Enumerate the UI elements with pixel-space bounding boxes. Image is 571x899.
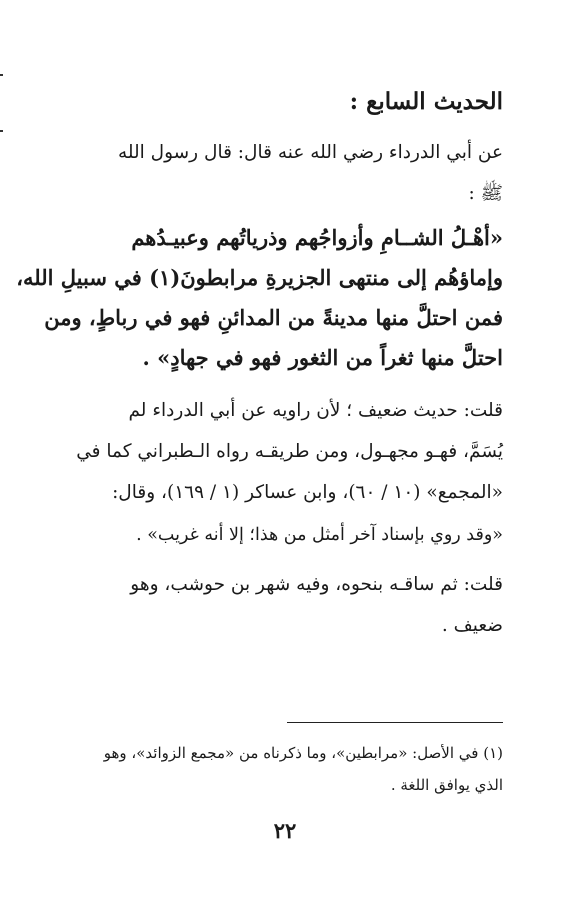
footnote-divider xyxy=(287,722,503,723)
margin-mark xyxy=(0,74,3,76)
text-line: ﷺ : xyxy=(468,183,503,204)
text-line: قلت: ثم ساقـه بنحوه، وفيه شهر بن حوشب، وهو xyxy=(130,574,503,595)
text-line: يُسَمَّ، فهـو مجهـول، ومن طريقـه رواه الـطبراني كما في xyxy=(76,441,503,462)
text-line: فمن احتلَّ منها مدينةً من المدائنِ فهو في رباطٍ، ومن xyxy=(44,305,503,330)
text-line: «أهْـلُ الشــامِ وأزواجُهم وذرياتُهم وعبيـدُهم xyxy=(131,225,503,250)
text-line: وإماؤهُم إلى منتهى الجزيرةِ مرابطونَ(١) في سبيلِ الله، xyxy=(16,265,503,290)
hadith-heading: الحديث السابع : xyxy=(349,88,503,115)
margin-mark xyxy=(0,130,3,132)
hadith-intro xyxy=(58,132,503,214)
footnote xyxy=(58,737,503,801)
text-line: احتلَّ منها ثغراً من الثغور فهو في جهادٍ» . xyxy=(142,345,503,370)
text-line: عن أبي الدرداء رضي الله عنه قال: قال رسول الله xyxy=(117,142,503,163)
page-number: ٢٢ xyxy=(273,818,297,843)
text-line: ضعيف . xyxy=(441,615,503,636)
commentary-paragraph xyxy=(58,564,503,646)
commentary-paragraph xyxy=(58,390,503,513)
text-line: الذي يوافق اللغة . xyxy=(390,776,503,794)
hadith-text xyxy=(16,218,503,378)
text-line: (١) في الأصل: «مرابطين»، وما ذكرناه من «مجمع الزوائد»، وهو xyxy=(103,744,503,762)
quotation: «وقد روي بإسناد آخر أمثل من هذا؛ إلا أنه غريب» . xyxy=(136,525,503,545)
text-line: قلت: حديث ضعيف ؛ لأن راويه عن أبي الدرداء لم xyxy=(128,400,503,421)
text-line: «المجمع» (١٠ / ٦٠)، وابن عساكر (١ / ١٦٩)، وقال: xyxy=(112,482,503,503)
